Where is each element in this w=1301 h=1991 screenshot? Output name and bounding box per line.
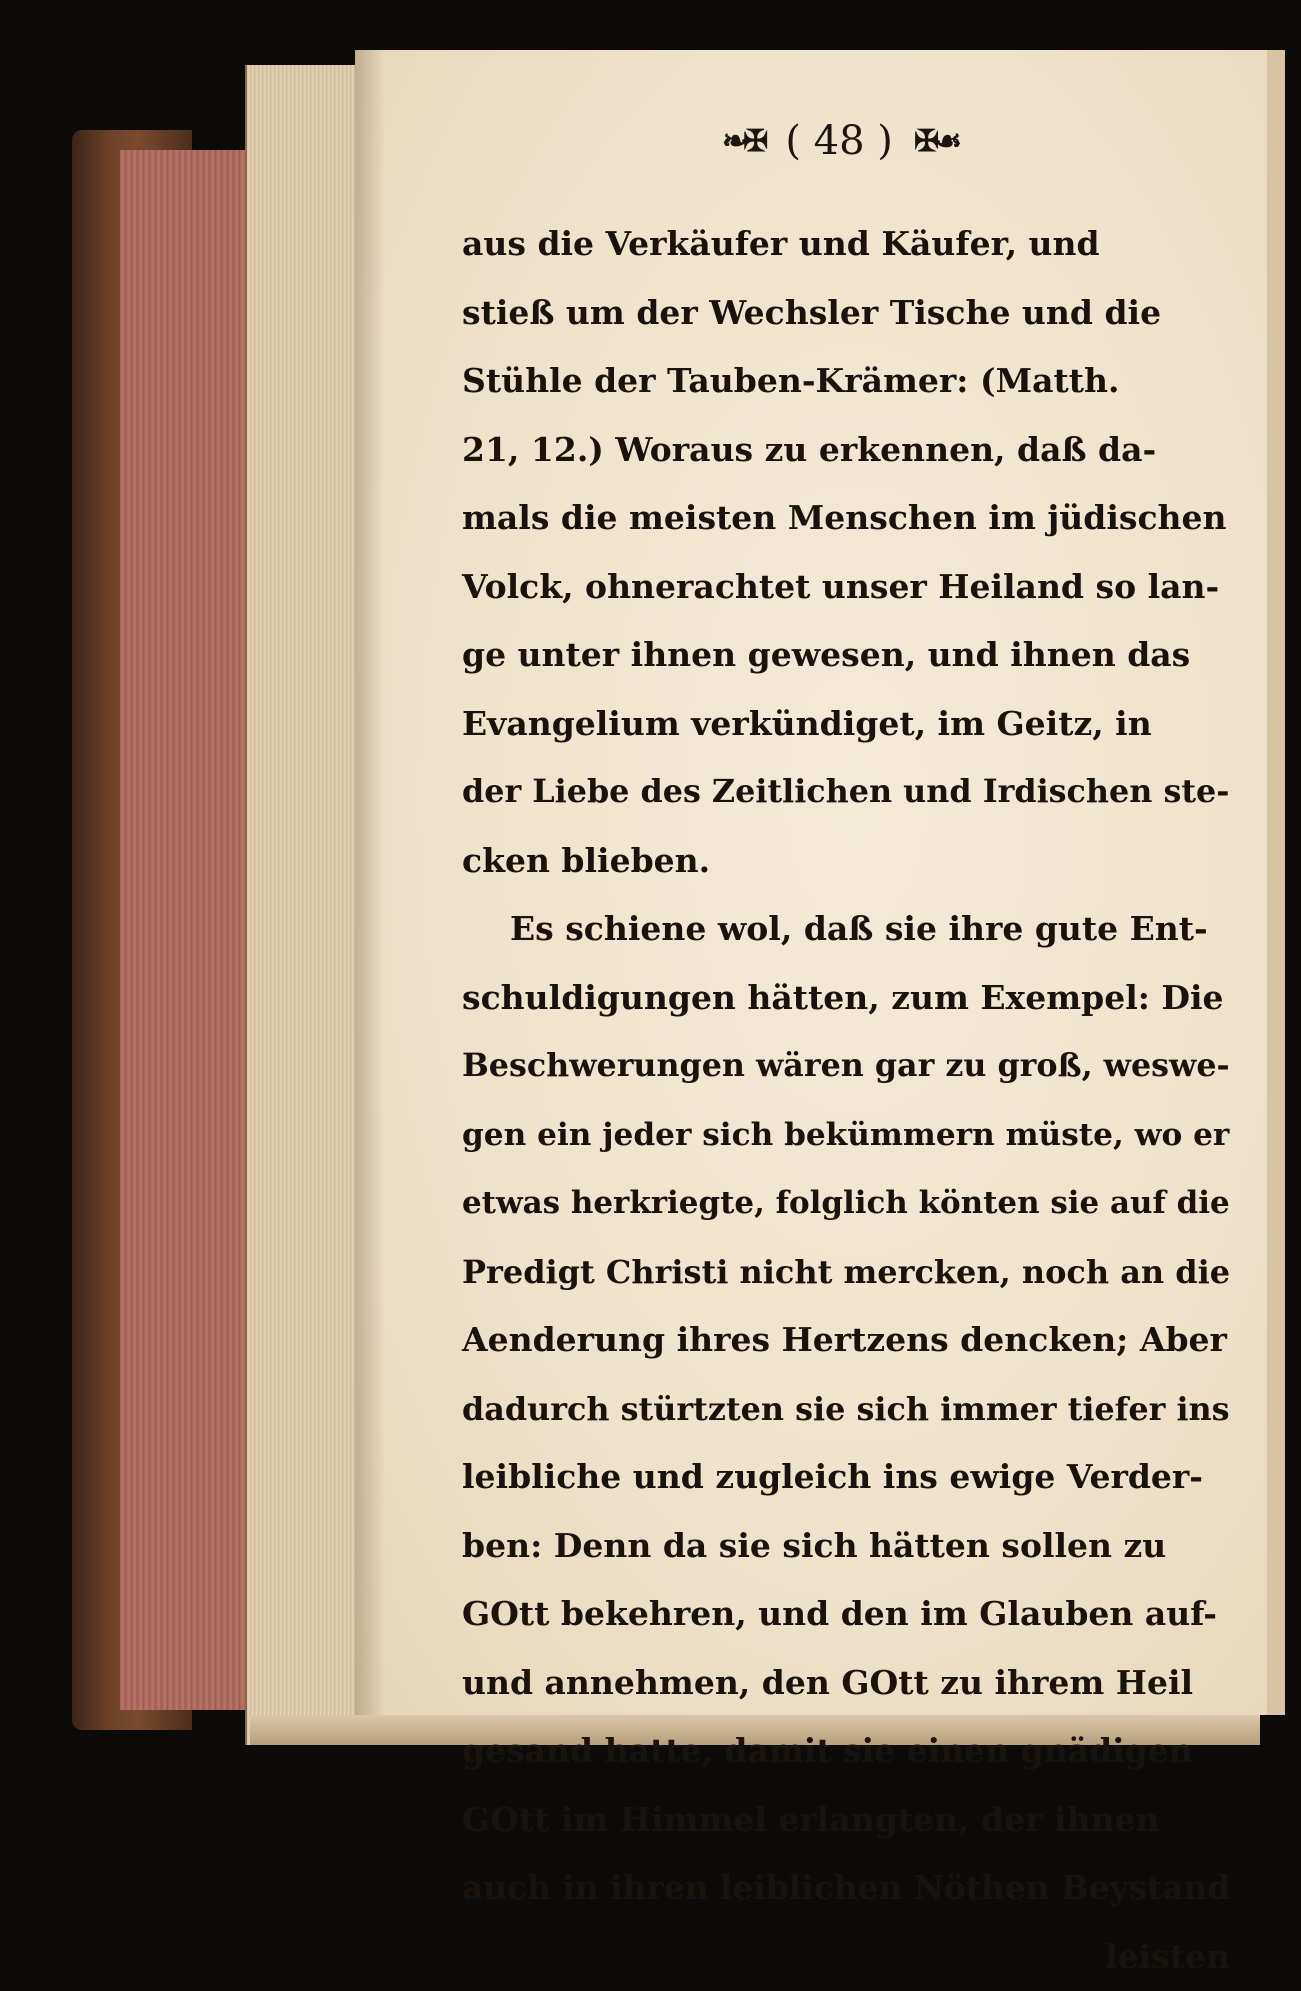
text-line: GOtt im Himmel erlangten, der ihnen (462, 1786, 1230, 1855)
body-text (462, 210, 1230, 1991)
text-line: auch in ihren leiblichen Nöthen Beystand (462, 1854, 1230, 1923)
text-line: GOtt bekehren, und den im Glauben auf- (462, 1580, 1230, 1649)
text-line: cken blieben. (462, 827, 1230, 896)
text-line: und annehmen, den GOtt zu ihrem Heil (462, 1649, 1230, 1718)
page-number: ( 48 ) (785, 118, 893, 164)
text-line: Evangelium verkündiget, im Geitz, in (462, 690, 1230, 759)
text-line: leibliche und zugleich ins ewige Verder- (462, 1443, 1230, 1512)
text-line: ben: Denn da sie sich hätten sollen zu (462, 1512, 1230, 1581)
page-stack (245, 65, 357, 1745)
text-line: stieß um der Wechsler Tische und die (462, 279, 1230, 348)
text-line: Aenderung ihres Hertzens dencken; Aber (462, 1306, 1230, 1375)
text-line: aus die Verkäufer und Käufer, und (462, 210, 1230, 279)
text-line: Predigt Christi nicht mercken, noch an die (462, 1238, 1230, 1307)
text-line: Volck, ohnerachtet unser Heiland so lan- (462, 553, 1230, 622)
text-line: 21, 12.) Woraus zu erkennen, daß da- (462, 416, 1230, 485)
red-page-edge (120, 150, 260, 1710)
text-line: gesand hatte, damit sie einen gnädigen (462, 1717, 1230, 1786)
ornament-right: ✠☙ (914, 124, 958, 159)
text-line: etwas herkriegte, folglich könten sie auf die (462, 1169, 1230, 1238)
text-line: dadurch stürtzten sie sich immer tiefer ins (462, 1375, 1230, 1444)
text-line: schuldigungen hätten, zum Exempel: Die (462, 964, 1230, 1033)
text-line: ge unter ihnen gewesen, und ihnen das (462, 621, 1230, 690)
text-line: Beschwerungen wären gar zu groß, weswe- (462, 1032, 1230, 1101)
text-line: Stühle der Tauben-Krämer: (Matth. (462, 347, 1230, 416)
text-line: gen ein jeder sich bekümmern müste, wo er (462, 1101, 1230, 1170)
page-gutter-shadow (355, 50, 385, 1715)
text-line: der Liebe des Zeitlichen und Irdischen ste- (462, 758, 1230, 827)
ornament-left: ❧✠ (722, 124, 764, 159)
text-line: Es schiene wol, daß sie ihre gute Ent- (462, 895, 1230, 964)
page-header (660, 118, 1020, 178)
catchword: leisten (462, 1923, 1230, 1991)
text-line: mals die meisten Menschen im jüdischen (462, 484, 1230, 553)
